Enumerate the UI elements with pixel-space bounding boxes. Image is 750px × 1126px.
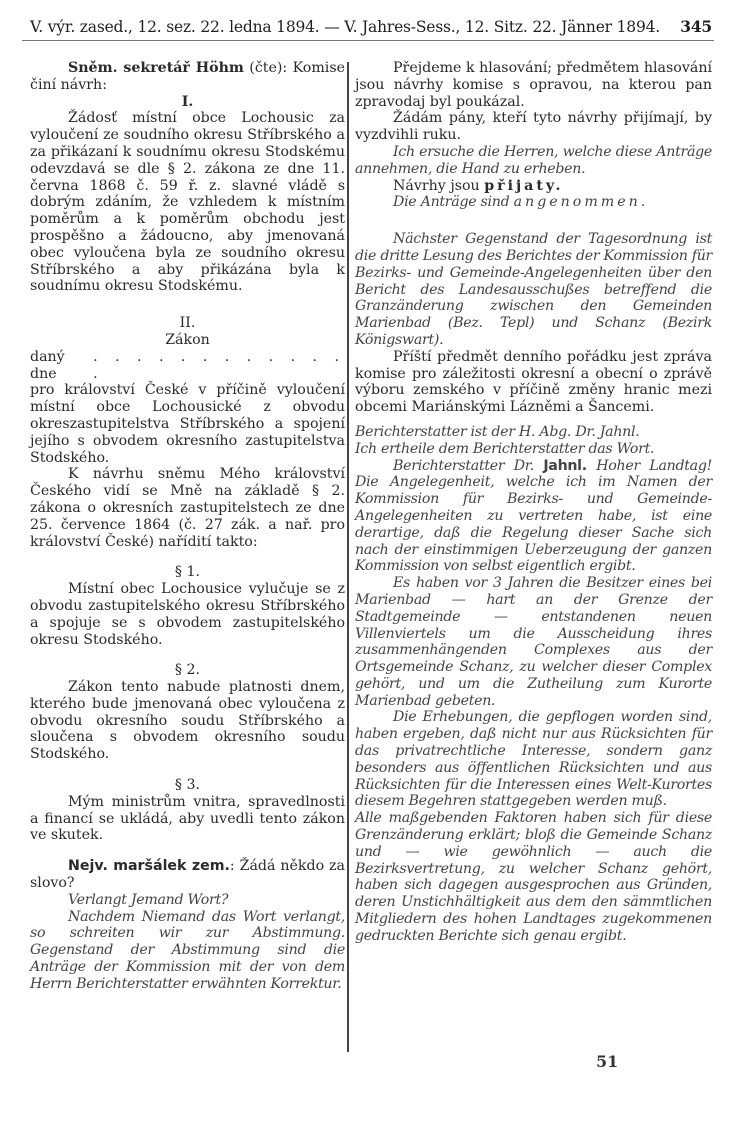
left-column xyxy=(30,60,345,993)
column-divider xyxy=(347,62,349,1052)
paragraph-1-text: Místní obec Lochousice vylučuje se z obvodu zastupitelského okresu Stříbrského a spojuje se s obvodem zastupitelského okresu Stodského. xyxy=(30,581,345,648)
header-rule xyxy=(22,40,714,41)
law-title: Zákon xyxy=(165,331,210,348)
vote-result-german xyxy=(355,194,712,211)
vote-result-german-label: Die Anträge sind xyxy=(393,194,514,211)
speech-paragraph: Alle maßgebenden Faktoren haben sich für diese Grenzänderung erklärt; bloß die Gemeinde Schanz und — wie gewöhnlich — auch die Bezirksvertretung, zu welcher Schanz gehört, haben sich dagegen ausgesprochen aus Gründen, deren Unstichhältigkeit aus dem den sämmtlichen Mitgliedern des hohen Landtages zugekommenen gedruckten Berichte sich genau ergibt. xyxy=(355,810,712,944)
vote-request: Žádám pány, kteří tyto návrhy přijímají, by vyzdvihli ruku. xyxy=(355,110,712,144)
spacer xyxy=(30,295,345,315)
vote-result-german-value: angenommen. xyxy=(513,194,649,211)
vote-request-german: Ich ersuche die Herren, welche diese Anträge annehmen, die Hand zu erheben. xyxy=(355,143,712,177)
page-number: 345 xyxy=(680,17,712,36)
vote-result-label: Návrhy jsou xyxy=(393,177,485,194)
spacer xyxy=(30,648,345,662)
vote-result-value: přijaty. xyxy=(484,177,564,194)
floor-granted: Ich ertheile dem Berichterstatter das Wort. xyxy=(355,440,655,457)
paragraph-3-text: Mým ministrům vnitra, spravedlnosti a financí se ukládá, aby uvedli tento zákon ve skutek. xyxy=(30,793,345,844)
spacer xyxy=(355,211,712,231)
running-header xyxy=(30,17,712,37)
marshal-question xyxy=(30,858,345,892)
rapporteur-name: Jahnl. xyxy=(543,457,587,474)
paragraph-1-heading: § 1. xyxy=(174,564,201,581)
rapporteur-title: Berichterstatter Dr. xyxy=(393,457,544,474)
marshal-question-text: : Žádá někdo za slovo? xyxy=(30,858,345,892)
speech-paragraph: Es haben vor 3 Jahren die Besitzer eines bei Marienbad — hart an der Grenze der Stadtgemeinde — entstandenen neuen Villenviertels um die Ausscheidung ihres zusammenhängenden Complexes aus der Ortsgemeinde Schanz, zu welcher dieser Complex gehört, und um die Zutheilung zum Kurorte Marienbad gebeten. xyxy=(355,575,712,709)
law-date-line xyxy=(30,349,345,383)
spacer xyxy=(30,763,345,777)
section-heading-I: I. xyxy=(181,93,194,110)
section-heading-II: II. xyxy=(179,315,196,332)
rapporteur-statement: Berichterstatter ist der H. Abg. Dr. Jahnl. xyxy=(355,423,640,440)
date-placeholder-dots: . . . . . . . . . . . . . xyxy=(93,348,345,382)
next-agenda-item-german: Nächster Gegenstand der Tagesordnung ist die dritte Lesung des Berichtes der Kommission für Bezirks- und Gemeinde-Angelegenheiten über den Bericht des Landesausschußes betreffend die Granzänderung zwischen den Gemeinden Marienbad (Bez. Tepl) und Schanz (Bezirk Königswart). xyxy=(355,231,713,348)
law-date-label: daný dne xyxy=(30,348,65,382)
law-enacting-clause: K návrhu sněmu Mého království Českého vidí se Mně na základě § 2. zákona o okresních zastupitelstech ze dne 25. července 1864 (č. 27 zák. a nař. pro království České) nařídití takto: xyxy=(30,466,345,550)
vote-announcement: Přejdeme k hlasování; předmětem hlasování jsou návrhy komise s opravou, na kterou pan zpravodaj byl poukázal. xyxy=(355,60,712,110)
vote-announcement-german: Nachdem Niemand das Wort verlangt, so schreiten wir zur Abstimmung. Gegenstand der Abstimmung sind die Anträge der Kommission mit der von dem Herrn Berichterstatter erwähnten Korrektur. xyxy=(30,908,345,992)
paragraph-2-text: Zákon tento nabude platnosti dnem, kterého bude jmenovaná obec vyloučena z obvodu okresního soudu Stříbrského a sloučena s obvodem okresního soudu Stodského. xyxy=(30,679,345,763)
rapporteur-speech-text: Hoher Landtag! Die Angelegenheit, welche ich im Namen der Kommission für Bezirks- und Gemeinde-Angelegenheiten zu vertreten habe, ist eine derartige, daß die Regelung dieser Sache sich nach der einstimmigen Ueberzeugung der ganzen Kommission von selbst eigentlich ergibt. xyxy=(355,457,713,575)
intro-text: (čte): Komise činí návrh: xyxy=(30,60,345,93)
right-column xyxy=(355,60,712,945)
vote-result xyxy=(355,178,712,195)
rapporteur-speech xyxy=(355,458,712,576)
speaker-name: Sněm. sekretář Höhm xyxy=(68,60,244,76)
paragraph-2-heading: § 2. xyxy=(174,662,201,679)
law-preamble: pro království České v příčině vyloučení místní obce Lochousické z obvodu okreszastupitelstva Stříbrského a spojení jejího s obvodem okresního zastupitelstva Stodského. xyxy=(30,382,345,466)
speech-paragraph: Die Erhebungen, die gepflogen worden sind, haben ergeben, daß nicht nur aus Rücksichten für das privatrechtliche Interesse, sondern ganz besonders aus öffentlichen Rücksichten und aus Rücksichten für die Interessen eines Welt-Kurortes diesem Begehren stattgegeben werden muß. xyxy=(355,709,712,810)
marshal-question-german: Verlangt Jemand Wort? xyxy=(68,891,229,908)
paragraph-I: Žádosť místní obce Lochousic za vyloučení ze soudního okresu Stříbrského a za přikázaní k soudnímu okresu Stodskému odevzdavá se dle § 2. zákona ze dne 11. června 1868 č. 59 ř. z. slavné vládě s dobrým zdáním, že vzhledem k místním poměrům a k poměrům obchodu jest prospěšno a žádoucno, aby jmenovaná obec vyloučena byla ze soudního okresu Stříbrského a aby přikázána byla k soudnímu okresu Stodskému. xyxy=(30,110,345,295)
spacer xyxy=(30,844,345,858)
next-agenda-item: Příští předmět denního pořádku jest zpráva komise pro záležitosti okresní a obecní o zprávě výboru zemského v příčině změny hranic mezi obcemi Mariánskými Lázněmi a Šancemi. xyxy=(355,348,712,416)
header-title: V. výr. zased., 12. sez. 22. ledna 1894. — V. Jahres-Sess., 12. Sitz. 22. Jänner 1894. xyxy=(30,18,660,36)
spacer xyxy=(355,416,712,424)
signature-mark: 51 xyxy=(596,1052,619,1071)
speaker-name: Nejv. maršálek zem. xyxy=(68,858,230,875)
paragraph-3-heading: § 3. xyxy=(174,777,201,794)
spacer xyxy=(30,550,345,564)
secretary-intro xyxy=(30,60,345,94)
